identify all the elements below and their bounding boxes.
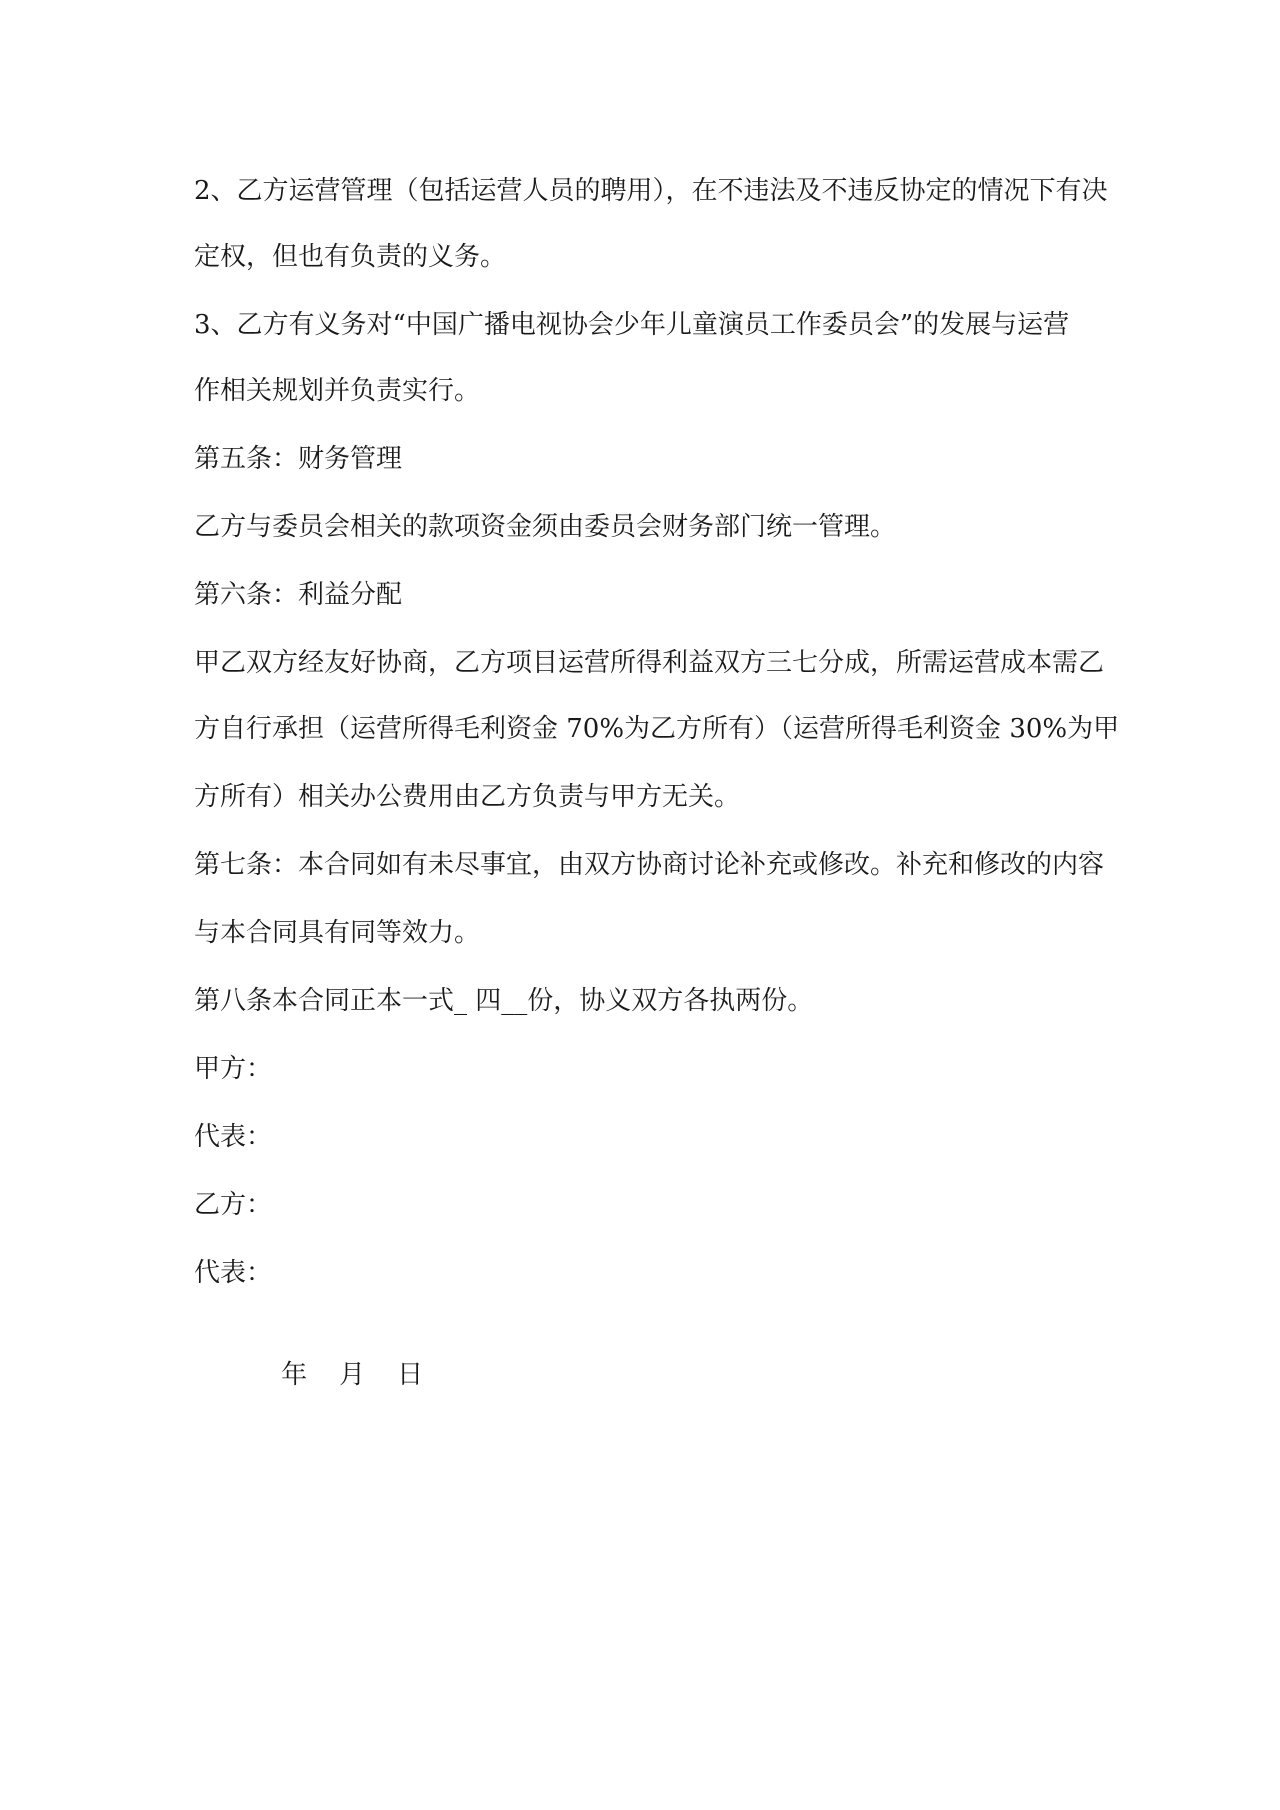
article-8-line: 第八条本合同正本一式_ 四__份，协义双方各执两份。 [194,986,814,1016]
article-6-body-line-2: 方自行承担（运营所得毛利资金 70%为乙方所有）（运营所得毛利资金 30%为甲 [194,714,1120,744]
date-day-label: 日 [397,1360,424,1390]
clause-3-line-1: 3、乙方有义务对“中国广播电视协会少年儿童演员工作委员会”的发展与运营 [194,310,1070,340]
party-a-representative-label: 代表： [194,1122,273,1152]
article-7-line-2: 与本合同具有同等效力。 [194,918,481,948]
party-a-label: 甲方： [194,1054,273,1084]
signature-date [248,1324,423,1426]
clause-2-line-1: 2、乙方运营管理（包括运营人员的聘用），在不违法及不违反协定的情况下有决 [194,176,1108,206]
article-7-line-1: 第七条：本合同如有未尽事宜，由双方协商讨论补充或修改。补充和修改的内容 [194,850,1105,880]
date-month-label: 月 [339,1360,366,1390]
article-6-heading: 第六条：利益分配 [194,580,403,610]
article-6-body-line-3: 方所有）相关办公费用由乙方负责与甲方无关。 [194,782,741,812]
article-5-heading: 第五条：财务管理 [194,444,403,474]
article-5-body: 乙方与委员会相关的款项资金须由委员会财务部门统一管理。 [194,512,897,542]
party-b-representative-label: 代表： [194,1258,273,1288]
clause-3-line-2: 作相关规划并负责实行。 [194,376,481,406]
party-b-label: 乙方： [194,1190,273,1220]
article-6-body-line-1: 甲乙双方经友好协商，乙方项目运营所得利益双方三七分成，所需运营成本需乙 [194,648,1105,678]
clause-2-line-2: 定权，但也有负责的义务。 [194,242,507,272]
date-year-label: 年 [281,1360,308,1390]
